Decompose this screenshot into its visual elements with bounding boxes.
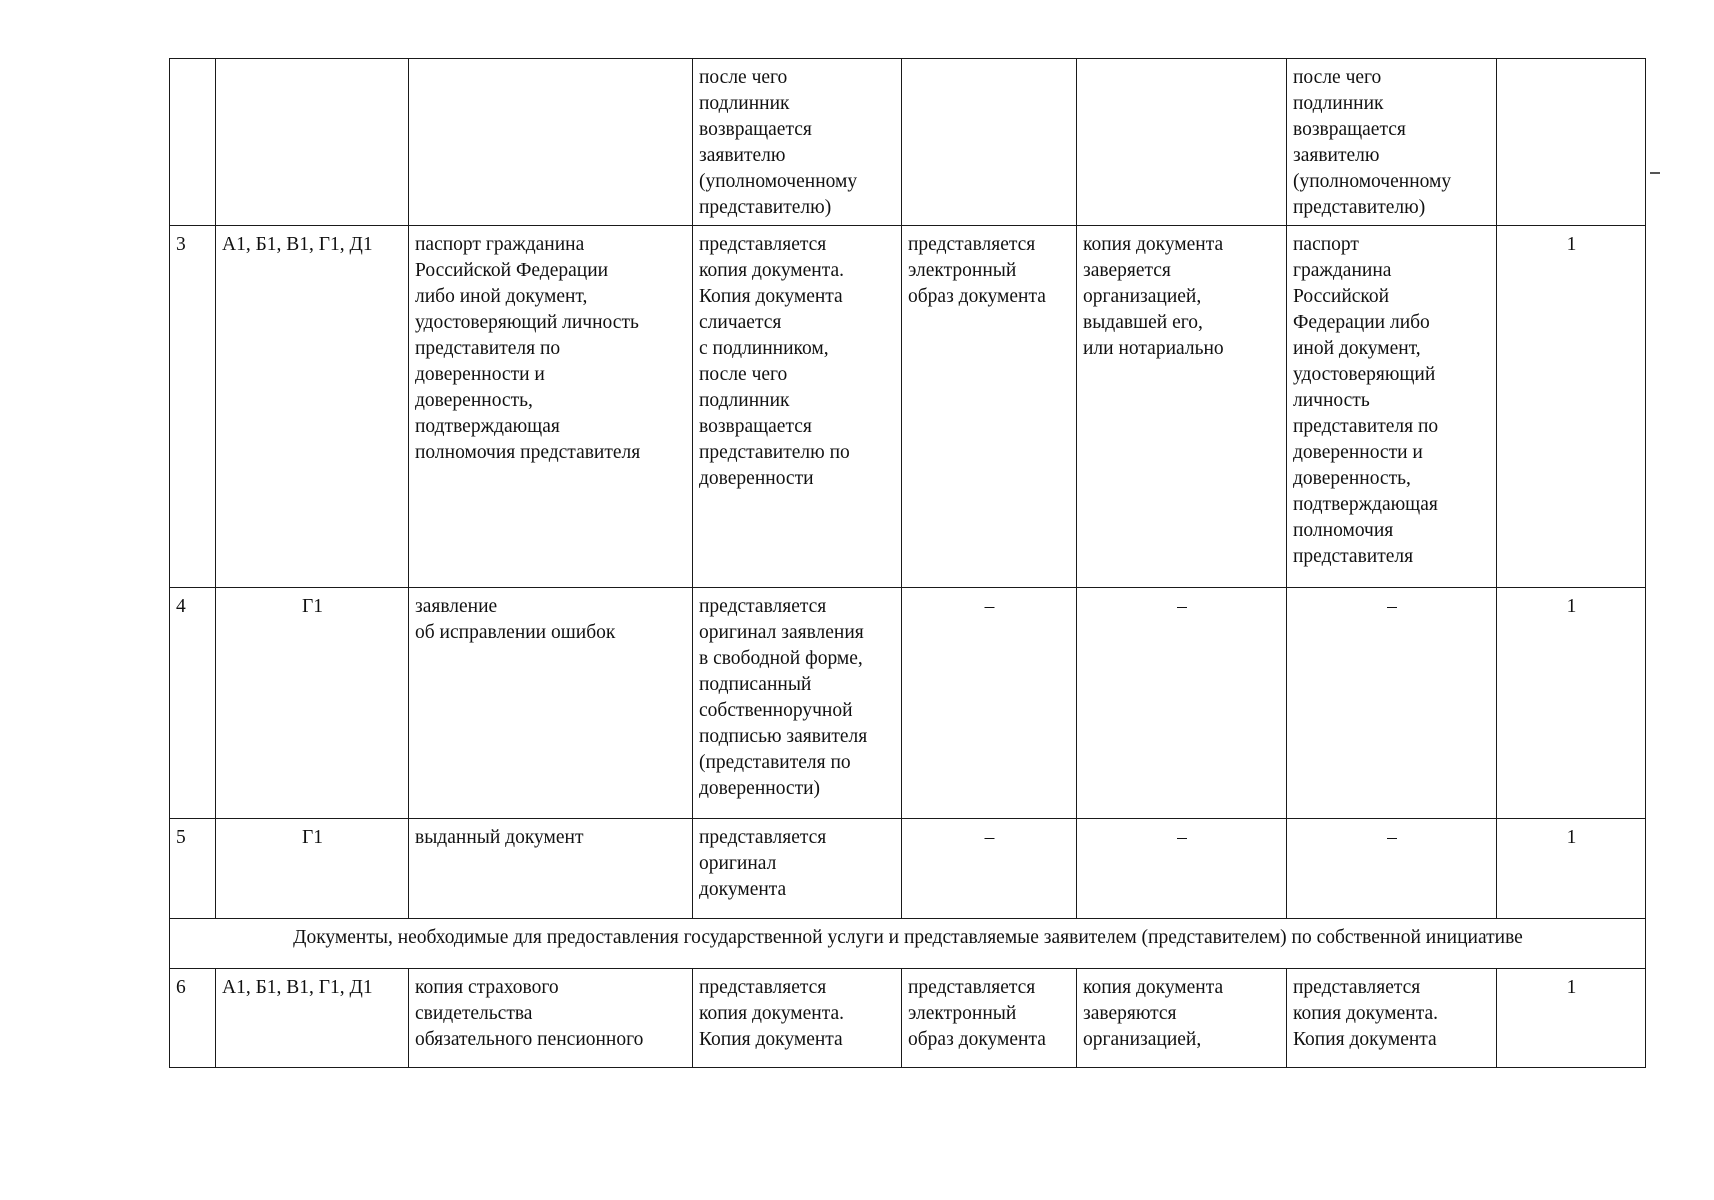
mail-submission: после чего подлинник возвращается заявителю (уполномоченному представителю) [1287,59,1497,226]
certification-requirement: копия документа заверяется организацией, выдавшей его, или нотариально [1077,226,1287,588]
electronic-submission: представляется электронный образ документа [902,969,1077,1068]
section-heading: Документы, необходимые для предоставления государственной услуги и представляемые заявителем (представителем) по собственной инициативе [170,919,1646,969]
in-person-submission: представляется копия документа. Копия документа [693,969,902,1068]
electronic-submission [902,59,1077,226]
document-count: 1 [1497,226,1646,588]
table-row [170,226,1646,588]
in-person-submission: после чего подлинник возвращается заявителю (уполномоченному представителю) [693,59,902,226]
in-person-submission: представляется оригинал заявления в свободной форме, подписанный собственноручной подписью заявителя (представителя по доверенности) [693,588,902,819]
document-count: 1 [1497,819,1646,919]
document-count: 1 [1497,588,1646,819]
document-name: заявление об исправлении ошибок [409,588,693,819]
mail-submission: представляется копия документа. Копия документа [1287,969,1497,1068]
certification-requirement [1077,59,1287,226]
document-name: копия страхового свидетельства обязательного пенсионного [409,969,693,1068]
certification-requirement: – [1077,588,1287,819]
document-count [1497,59,1646,226]
row-number [170,59,216,226]
document-count: 1 [1497,969,1646,1068]
applicant-categories: Г1 [216,819,409,919]
electronic-submission: – [902,819,1077,919]
mail-submission: паспорт гражданина Российской Федерации либо иной документ, удостоверяющий личность представителя по доверенности и доверенность, подтверждающая полномочия представителя [1287,226,1497,588]
certification-requirement: копия документа заверяются организацией, [1077,969,1287,1068]
table-row [170,59,1646,226]
table-row [170,588,1646,819]
document-name: выданный документ [409,819,693,919]
mail-submission: – [1287,819,1497,919]
mail-submission: – [1287,588,1497,819]
document-name: паспорт гражданина Российской Федерации либо иной документ, удостоверяющий личность представителя по доверенности и доверенность, подтверждающая полномочия представителя [409,226,693,588]
row-number: 4 [170,588,216,819]
electronic-submission: – [902,588,1077,819]
scan-artifact [1650,172,1660,174]
in-person-submission: представляется оригинал документа [693,819,902,919]
certification-requirement: – [1077,819,1287,919]
applicant-categories [216,59,409,226]
in-person-submission: представляется копия документа. Копия документа сличается с подлинником, после чего подлинник возвращается представителю по доверенности [693,226,902,588]
document-name [409,59,693,226]
applicant-categories: Г1 [216,588,409,819]
electronic-submission: представляется электронный образ документа [902,226,1077,588]
row-number: 5 [170,819,216,919]
applicant-categories: А1, Б1, В1, Г1, Д1 [216,969,409,1068]
applicant-categories: А1, Б1, В1, Г1, Д1 [216,226,409,588]
row-number: 6 [170,969,216,1068]
requirements-table [169,58,1646,1068]
table-row [170,819,1646,919]
section-heading-row [170,919,1646,969]
row-number: 3 [170,226,216,588]
table-row [170,969,1646,1068]
